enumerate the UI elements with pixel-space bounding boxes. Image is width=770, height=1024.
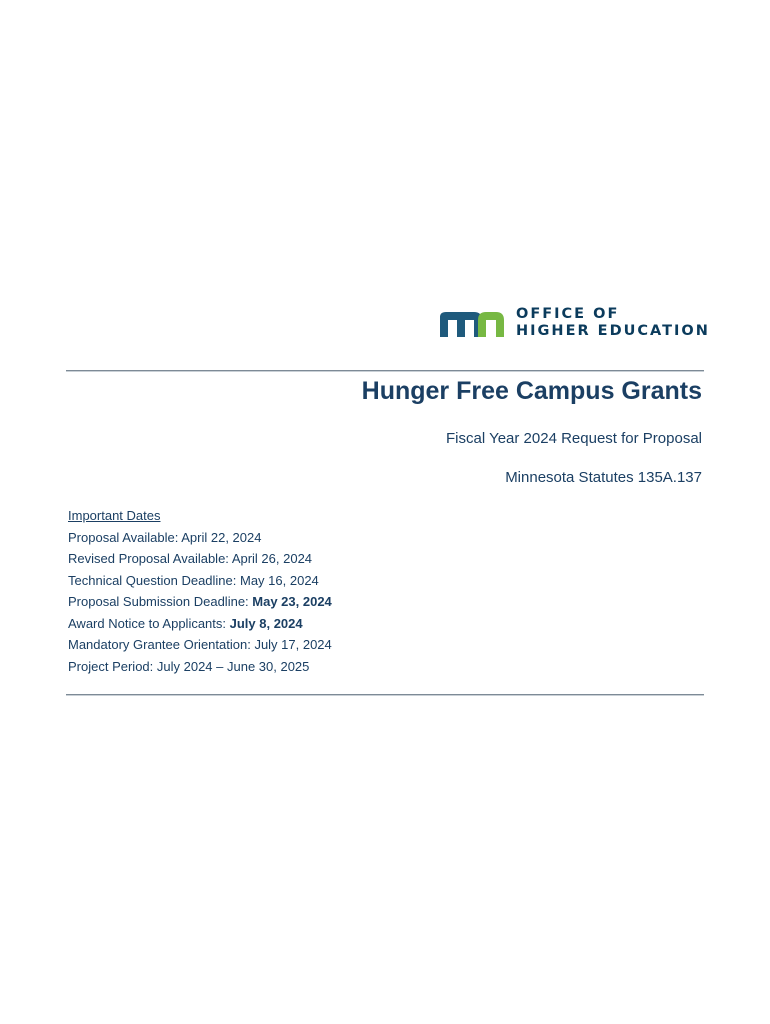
date-item-project-period <box>68 656 332 678</box>
date-label: Proposal Available: <box>68 529 182 545</box>
date-label: Award Notice to Applicants: <box>68 615 230 631</box>
date-label: Mandatory Grantee Orientation: <box>68 637 255 652</box>
date-value: May 23, 2024 <box>252 594 332 609</box>
date-value: April 22, 2024 <box>181 529 262 545</box>
date-value: July 2024 – June 30, 2025 <box>156 658 310 674</box>
date-label: Revised Proposal Available: <box>68 551 232 566</box>
date-value: April 26, 2024 <box>231 551 313 566</box>
statute-subtitle: Minnesota Statutes 135A.137 <box>505 469 702 486</box>
rfp-subtitle: Fiscal Year 2024 Request for Proposal <box>446 430 702 447</box>
important-dates <box>68 505 332 677</box>
date-value: July 17, 2024 <box>254 637 332 652</box>
date-item-grantee-orientation <box>68 634 332 656</box>
date-value: May 16, 2024 <box>240 572 319 588</box>
date-label: Proposal Submission Deadline: <box>68 594 253 609</box>
date-item-revised-proposal <box>68 548 332 570</box>
top-divider <box>66 370 704 372</box>
page-title: Hunger Free Campus Grants <box>361 377 702 405</box>
date-label: Project Period: <box>68 658 157 674</box>
important-dates-heading: Important Dates <box>68 508 161 523</box>
date-item-submission-deadline <box>68 591 332 613</box>
bottom-divider <box>66 694 704 696</box>
date-item-award-notice <box>68 613 332 635</box>
mn-logo-icon <box>438 309 506 339</box>
logo-line-higher-education: HIGHER EDUCATION <box>516 323 710 339</box>
logo-line-office: OFFICE OF <box>516 306 620 322</box>
date-value: July 8, 2024 <box>229 615 303 631</box>
date-item-technical-question-deadline <box>68 570 332 592</box>
date-item-proposal-available <box>68 527 332 549</box>
office-logo <box>438 306 710 340</box>
logo-text <box>516 306 710 340</box>
date-label: Technical Question Deadline: <box>68 572 240 588</box>
